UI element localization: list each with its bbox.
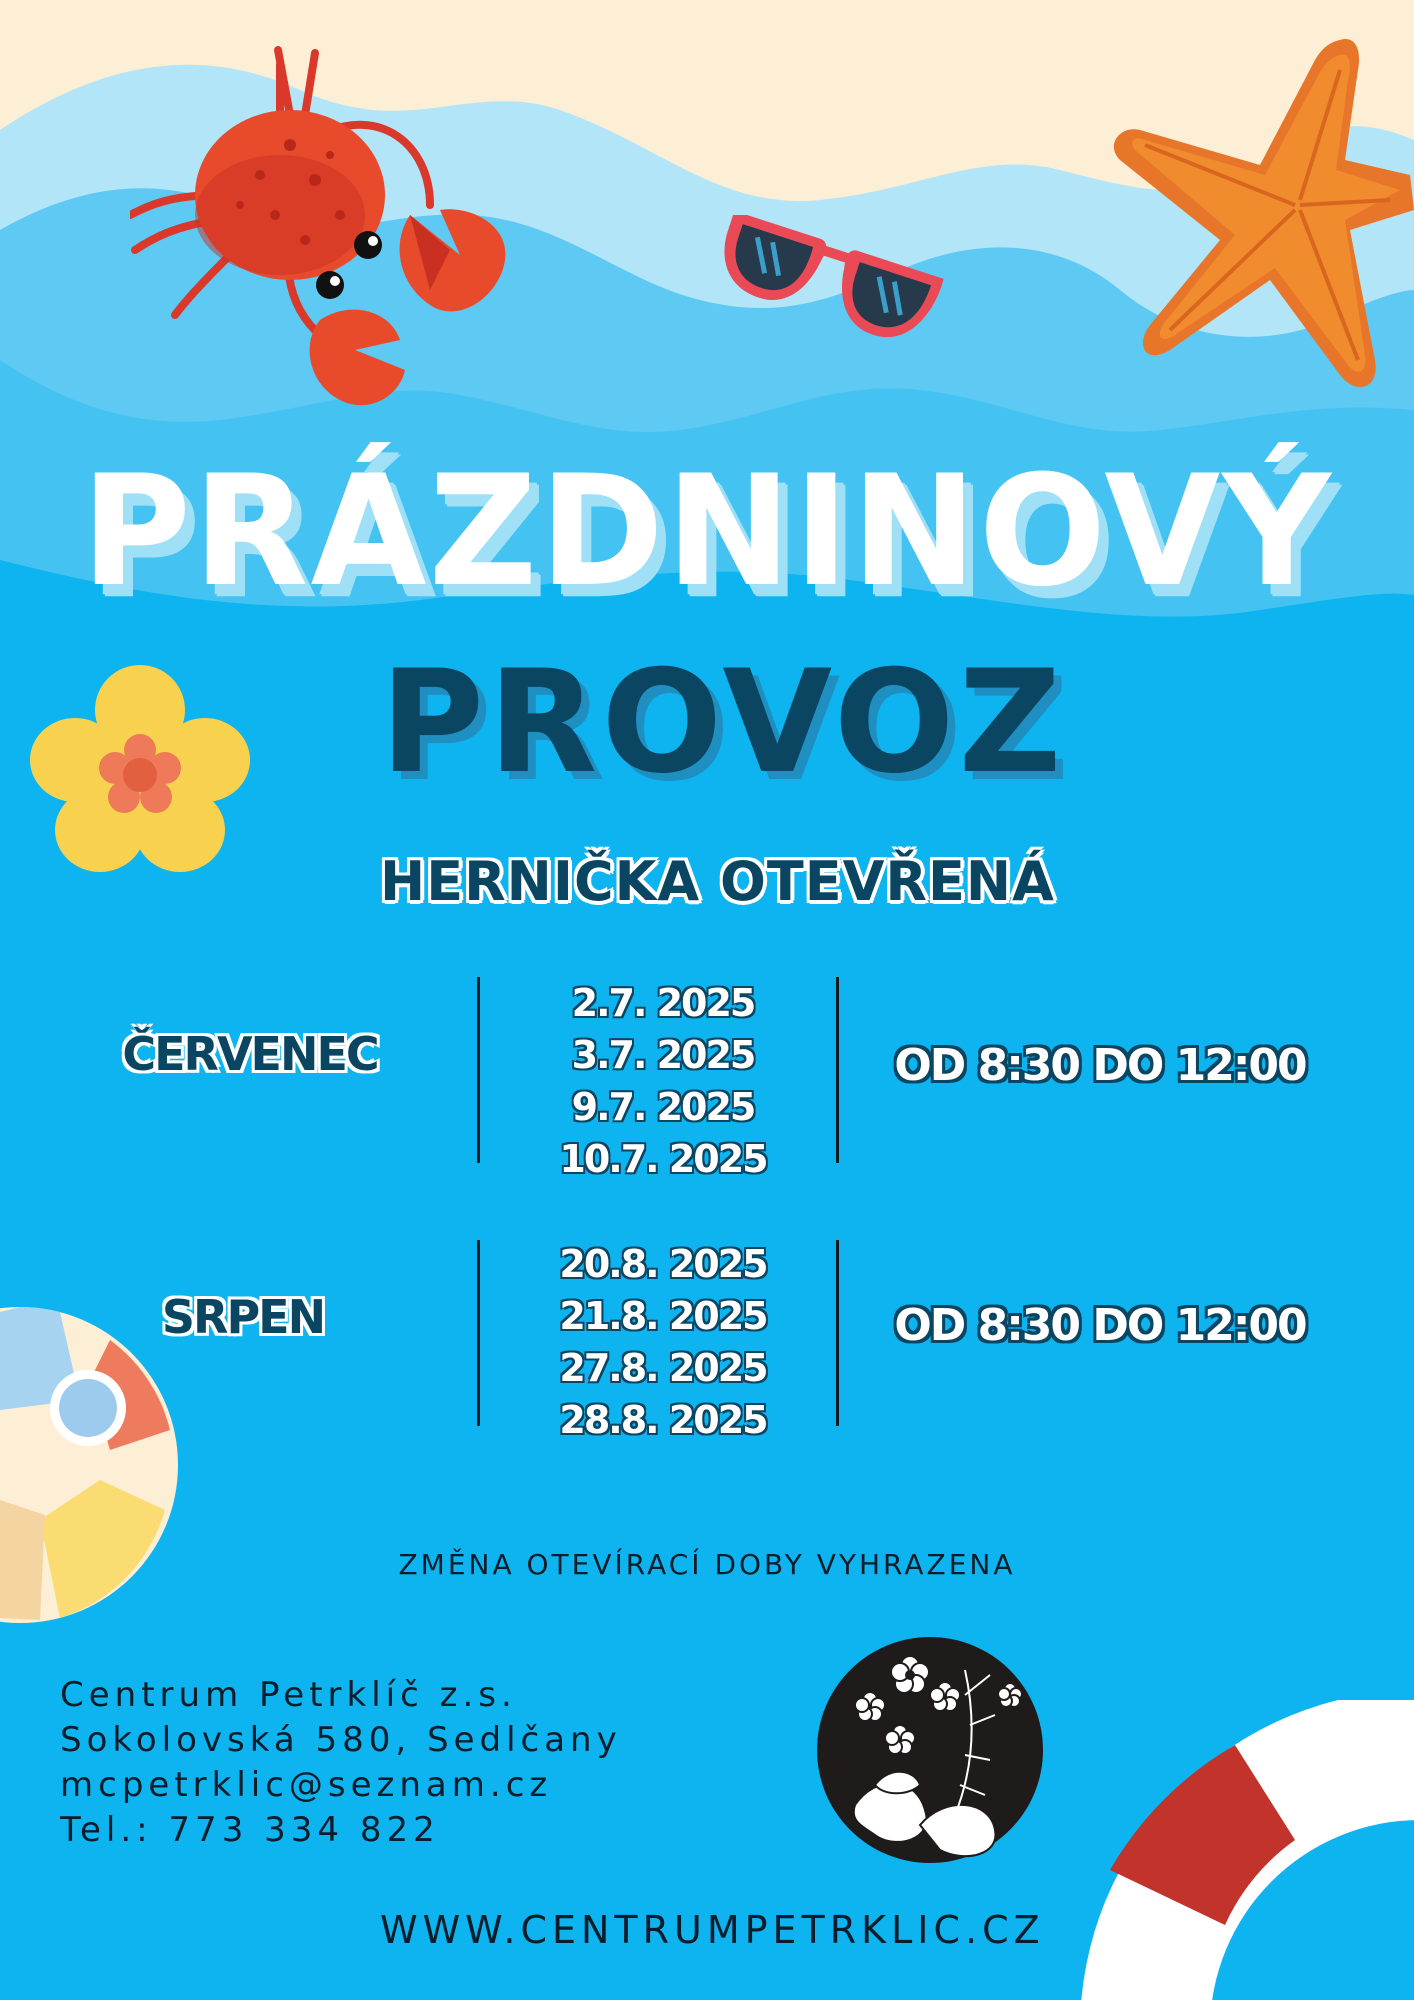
page-title: PRÁZDNINOVÝ — [81, 443, 1333, 621]
page-subtitle: HERNIČKA OTEVŘENÁ — [380, 850, 1055, 913]
sunglasses-icon — [700, 215, 960, 395]
month-label-august: SRPEN — [161, 1290, 325, 1344]
lifebuoy-icon — [1080, 1700, 1414, 2000]
date-item: 9.7. 2025 — [571, 1085, 755, 1129]
organization-name: Centrum Petrklíč z.s. — [60, 1675, 517, 1715]
date-list-august — [513, 1238, 813, 1446]
contact-block — [60, 1673, 622, 1853]
crab-icon — [130, 45, 510, 425]
website-url: WWW.CENTRUMPETRKLIC.CZ — [380, 1908, 1045, 1952]
date-item: 21.8. 2025 — [559, 1294, 767, 1338]
address: Sokolovská 580, Sedlčany — [60, 1720, 622, 1760]
email-address: mcpetrklic@seznam.cz — [60, 1765, 553, 1805]
opening-hours-august: OD 8:30 DO 12:00 — [894, 1300, 1306, 1351]
date-item: 10.7. 2025 — [559, 1137, 767, 1181]
divider — [836, 977, 839, 1163]
flower-icon — [30, 665, 250, 875]
date-item: 20.8. 2025 — [559, 1242, 767, 1286]
date-item: 28.8. 2025 — [559, 1398, 767, 1442]
opening-hours-july: OD 8:30 DO 12:00 — [894, 1040, 1306, 1091]
phone-number: Tel.: 773 334 822 — [60, 1810, 440, 1850]
divider — [477, 977, 480, 1163]
date-list-july — [513, 977, 813, 1185]
logo-flower-icon — [815, 1635, 1045, 1865]
schedule-change-notice: ZMĚNA OTEVÍRACÍ DOBY VYHRAZENA — [398, 1548, 1016, 1581]
divider — [477, 1240, 480, 1426]
date-item: 2.7. 2025 — [571, 981, 755, 1025]
starfish-icon — [1100, 30, 1414, 410]
page-title-secondary: PROVOZ — [380, 640, 1066, 805]
date-item: 27.8. 2025 — [559, 1346, 767, 1390]
month-label-july: ČERVENEC — [122, 1027, 378, 1081]
divider — [836, 1240, 839, 1426]
date-item: 3.7. 2025 — [571, 1033, 755, 1077]
